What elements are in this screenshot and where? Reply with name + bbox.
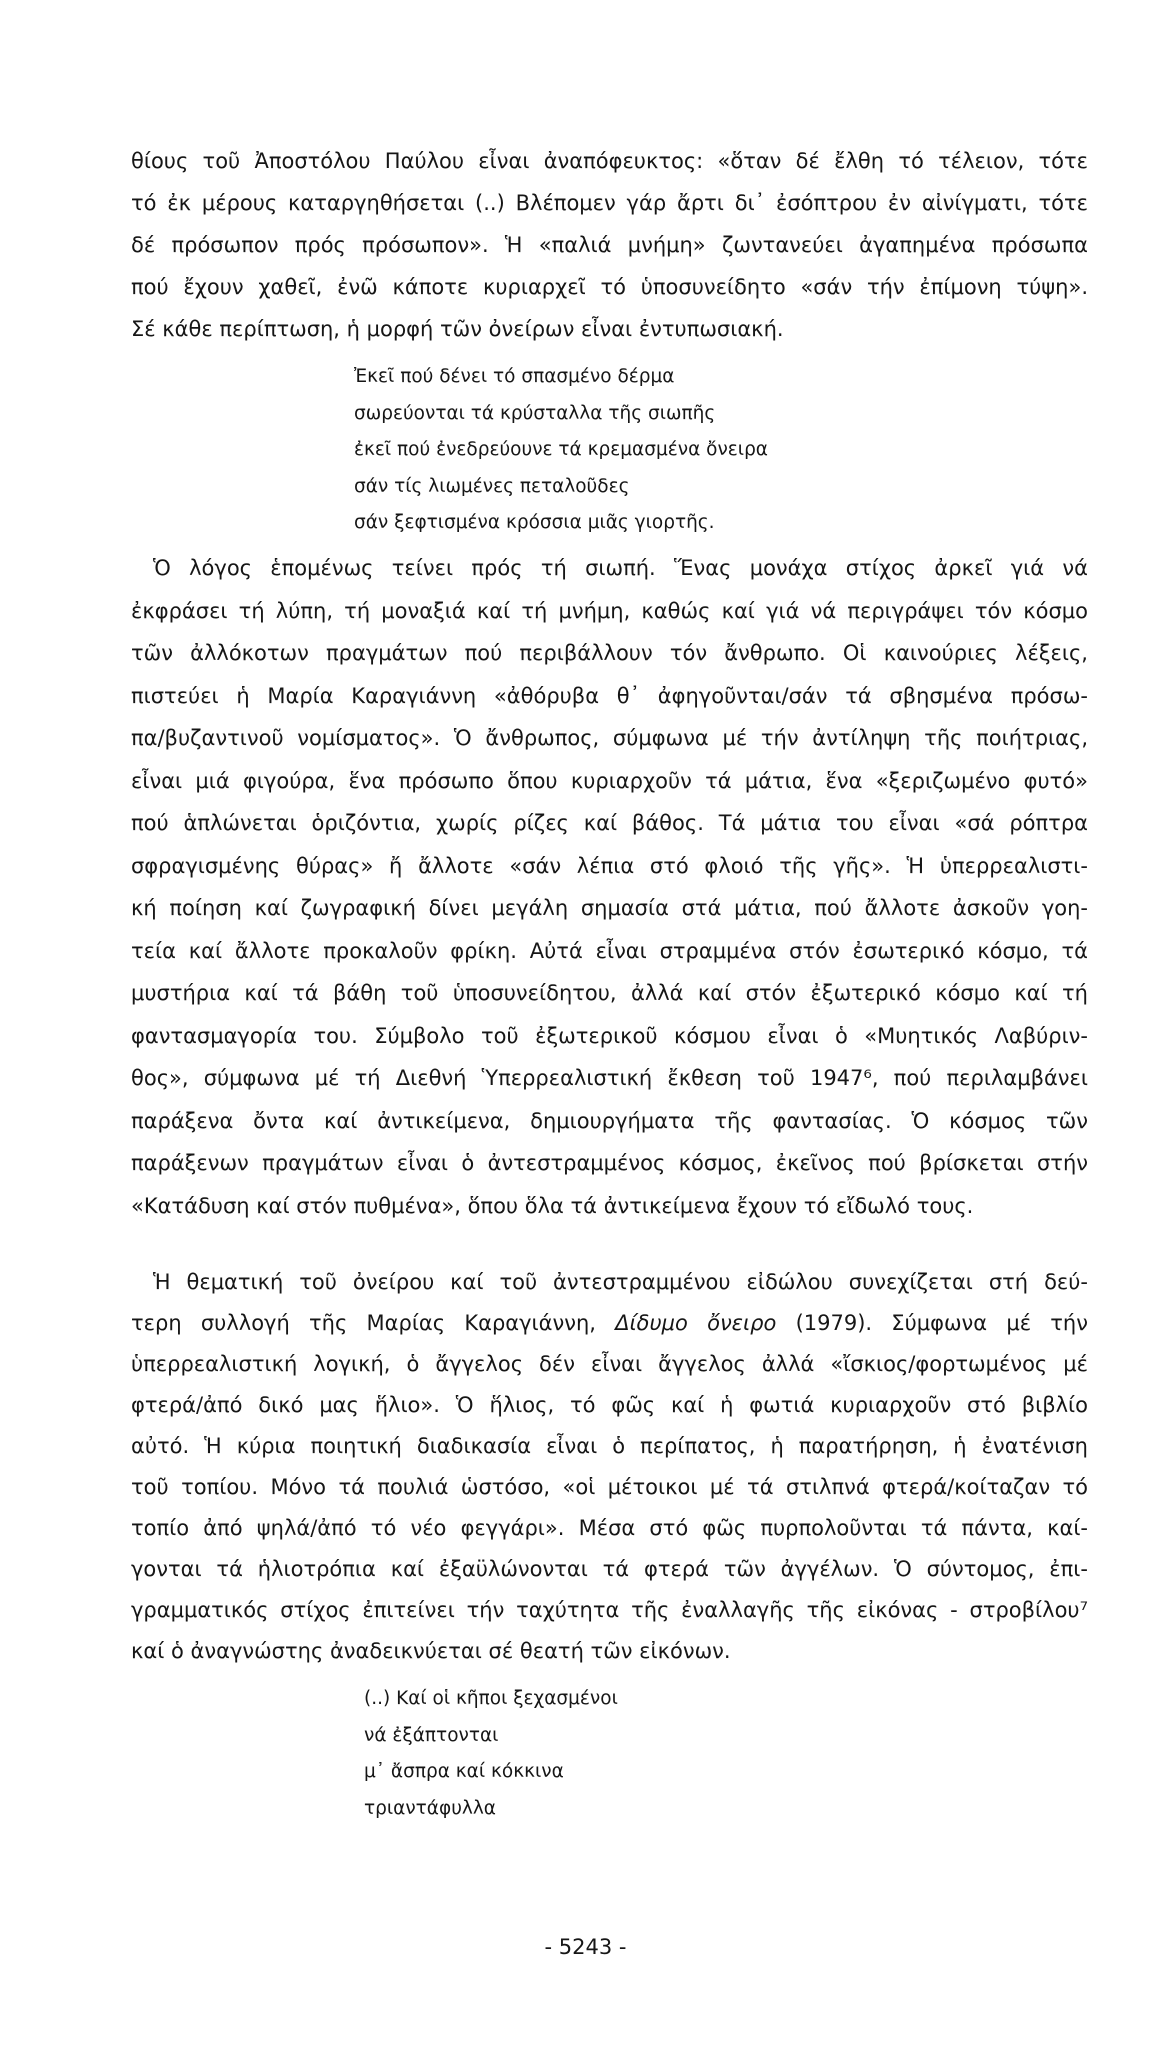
text-line: αὐτό. Ἡ κύρια ποιητική διαδικασία εἶναι ὁ περίπατος, ἡ παρατήρηση, ἡ ἐνατένιση (131, 1434, 1088, 1458)
text-line: παράξενων πραγμάτων εἶναι ὁ ἀντεστραμμένος κόσμος, ἐκεῖνος πού βρίσκεται στήν (131, 1151, 1088, 1175)
text-line: παράξενα ὄντα καί ἀντικείμενα, δημιουργήματα τῆς φαντασίας. Ὁ κόσμος τῶν (131, 1108, 1088, 1133)
text-line: «Κατάδυση καί στόν πυθμένα», ὅπου ὅλα τά ἀντικείμενα ἔχουν τό εἴδωλό τους. (131, 1193, 974, 1218)
verse-line: σάν ξεφτισμένα κρόσσια μιᾶς γιορτῆς. (354, 512, 715, 533)
poem-excerpt (364, 1681, 618, 1827)
verse-line: νά ἐξάπτονται (364, 1724, 499, 1746)
text-line: Ὁ λόγος ἑπομένως τείνει πρός τή σιωπή. Ἕνας μονάχα στίχος ἀρκεῖ γιά νά (153, 556, 1088, 580)
text-line: τοῦ τοπίου. Μόνο τά πουλιά ὡστόσο, «οἱ μέτοικοι μέ τά στιλπνά φτερά/κοίταζαν τό (131, 1475, 1088, 1499)
book-title: Δίδυμο ὄνειρο (615, 1311, 777, 1335)
verse-line: σάν τίς λιωμένες πεταλοῦδες (354, 475, 630, 497)
text-line: φτερά/ἀπό δικό μας ἥλιο». Ὁ ἥλιος, τό φῶς καί ἡ φωτιά κυριαρχοῦν στό βιβλίο (131, 1393, 1088, 1417)
text-line: ἐκφράσει τή λύπη, τή μοναξιά καί τή μνήμη, καθώς καί γιά νά περιγράψει τόν κόσμο (131, 598, 1088, 623)
text-line: τό ἐκ μέρους καταργηθήσεται (..) Βλέπομεν γάρ ἄρτι δι᾿ ἐσόπτρου ἐν αἰνίγματι, τότε (131, 191, 1088, 215)
text-line: Σέ κάθε περίπτωση, ἡ μορφή τῶν ὀνείρων εἶναι ἐντυπωσιακή. (131, 317, 784, 341)
text-line: κή ποίηση καί ζωγραφική δίνει μεγάλη σημασία στά μάτια, πού ἄλλοτε ἀσκοῦν γοη- (131, 896, 1088, 920)
paragraph (131, 547, 1088, 1227)
verse-line: (..) Καί οἱ κῆποι ξεχασμένοι (364, 1688, 618, 1709)
text-line: γραμματικός στίχος ἐπιτείνει τήν ταχύτητα τῆς ἐναλλαγῆς τῆς εἰκόνας - στροβίλου⁷ (131, 1598, 1088, 1622)
text-line: τεία καί ἄλλοτε προκαλοῦν φρίκη. Αὐτά εἶναι στραμμένα στόν ἐσωτερικό κόσμο, τά (131, 938, 1088, 963)
text-line: γονται τά ἡλιοτρόπια καί ἐξαϋλώνονται τά φτερά τῶν ἀγγέλων. Ὁ σύντομος, ἐπι- (131, 1557, 1088, 1581)
text-line: δέ πρόσωπον πρός πρόσωπον». Ἡ «παλιά μνήμη» ζωντανεύει ἀγαπημένα πρόσωπα (131, 233, 1088, 257)
text-line: πιστεύει ἡ Μαρία Καραγιάννη «ἀθόρυβα θ᾿ ἀφηγοῦνται/σάν τά σβησμένα πρόσω- (131, 683, 1088, 708)
text-line: πού ἁπλώνεται ὁριζόντια, χωρίς ρίζες καί βάθος. Τά μάτια του εἶναι «σά ρόπτρα (131, 811, 1088, 835)
verse-line: Ἐκεῖ πού δένει τό σπασμένο δέρμα (354, 366, 675, 387)
text-line: πού ἔχουν χαθεῖ, ἐνῶ κάποτε κυριαρχεῖ τό ὑποσυνείδητο «σάν τήν ἐπίμονη τύψη». (131, 275, 1088, 299)
poem-excerpt (354, 359, 768, 542)
text-line (131, 1303, 1088, 1344)
paragraph (131, 1262, 1088, 1672)
text-line: Ἡ θεματική τοῦ ὀνείρου καί τοῦ ἀντεστραμμένου εἰδώλου συνεχίζεται στή δεύ- (153, 1270, 1088, 1294)
verse-line: σωρεύονται τά κρύσταλλα τῆς σιωπῆς (354, 402, 716, 424)
page-number: - 5243 - (544, 1935, 627, 1959)
text-segment: τερη συλλογή τῆς Μαρίας Καραγιάννη, (131, 1311, 616, 1335)
verse-line: ἐκεῖ πού ἐνεδρεύουνε τά κρεμασμένα ὄνειρα (354, 439, 769, 460)
text-line: σφραγισμένης θύρας» ἤ ἄλλοτε «σάν λέπια στό φλοιό τῆς γῆς». Ἡ ὑπερρεαλιστι- (131, 853, 1088, 878)
text-line: εἶναι μιά φιγούρα, ἕνα πρόσωπο ὅπου κυριαρχοῦν τά μάτια, ἕνα «ξεριζωμένο φυτό» (131, 768, 1088, 793)
text-line: θίους τοῦ Ἀποστόλου Παύλου εἶναι ἀναπόφευκτος: «ὅταν δέ ἔλθη τό τέλειον, τότε (131, 149, 1088, 173)
verse-line: μ᾿ ἄσπρα καί κόκκινα (364, 1761, 564, 1782)
text-line: καί ὁ ἀναγνώστης ἀναδεικνύεται σέ θεατή τῶν εἰκόνων. (131, 1639, 731, 1663)
text-line: θος», σύμφωνα μέ τή Διεθνή Ὑπερρεαλιστική ἔκθεση τοῦ 1947⁶, πού περιλαμβάνει (131, 1066, 1088, 1090)
text-line: μυστήρια καί τά βάθη τοῦ ὑποσυνείδητου, ἀλλά καί στόν ἐξωτερικό κόσμο καί τή (131, 981, 1088, 1005)
text-line: τῶν ἀλλόκοτων πραγμάτων πού περιβάλλουν τόν ἄνθρωπο. Οἱ καινούριες λέξεις, (131, 641, 1088, 665)
verse-line: τριαντάφυλλα (364, 1797, 497, 1819)
text-line: τοπίο ἀπό ψηλά/ἀπό τό νέο φεγγάρι». Μέσα στό φῶς πυρπολοῦνται τά πάντα, καί- (131, 1516, 1088, 1540)
paragraph-continued (131, 140, 1088, 350)
text-line: πα/βυζαντινοῦ νομίσματος». Ὁ ἄνθρωπος, σύμφωνα μέ τήν ἀντίληψη τῆς ποιήτριας, (131, 726, 1088, 750)
text-line: ὑπερρεαλιστική λογική, ὁ ἄγγελος δέν εἶναι ἄγγελος ἀλλά «ἴσκιος/φορτωμένος μέ (131, 1352, 1088, 1376)
text-segment: (1979). Σύμφωνα μέ τήν (776, 1311, 1088, 1335)
text-line: φαντασμαγορία του. Σύμβολο τοῦ ἐξωτερικοῦ κόσμου εἶναι ὁ «Μυητικός Λαβύριν- (131, 1023, 1088, 1048)
